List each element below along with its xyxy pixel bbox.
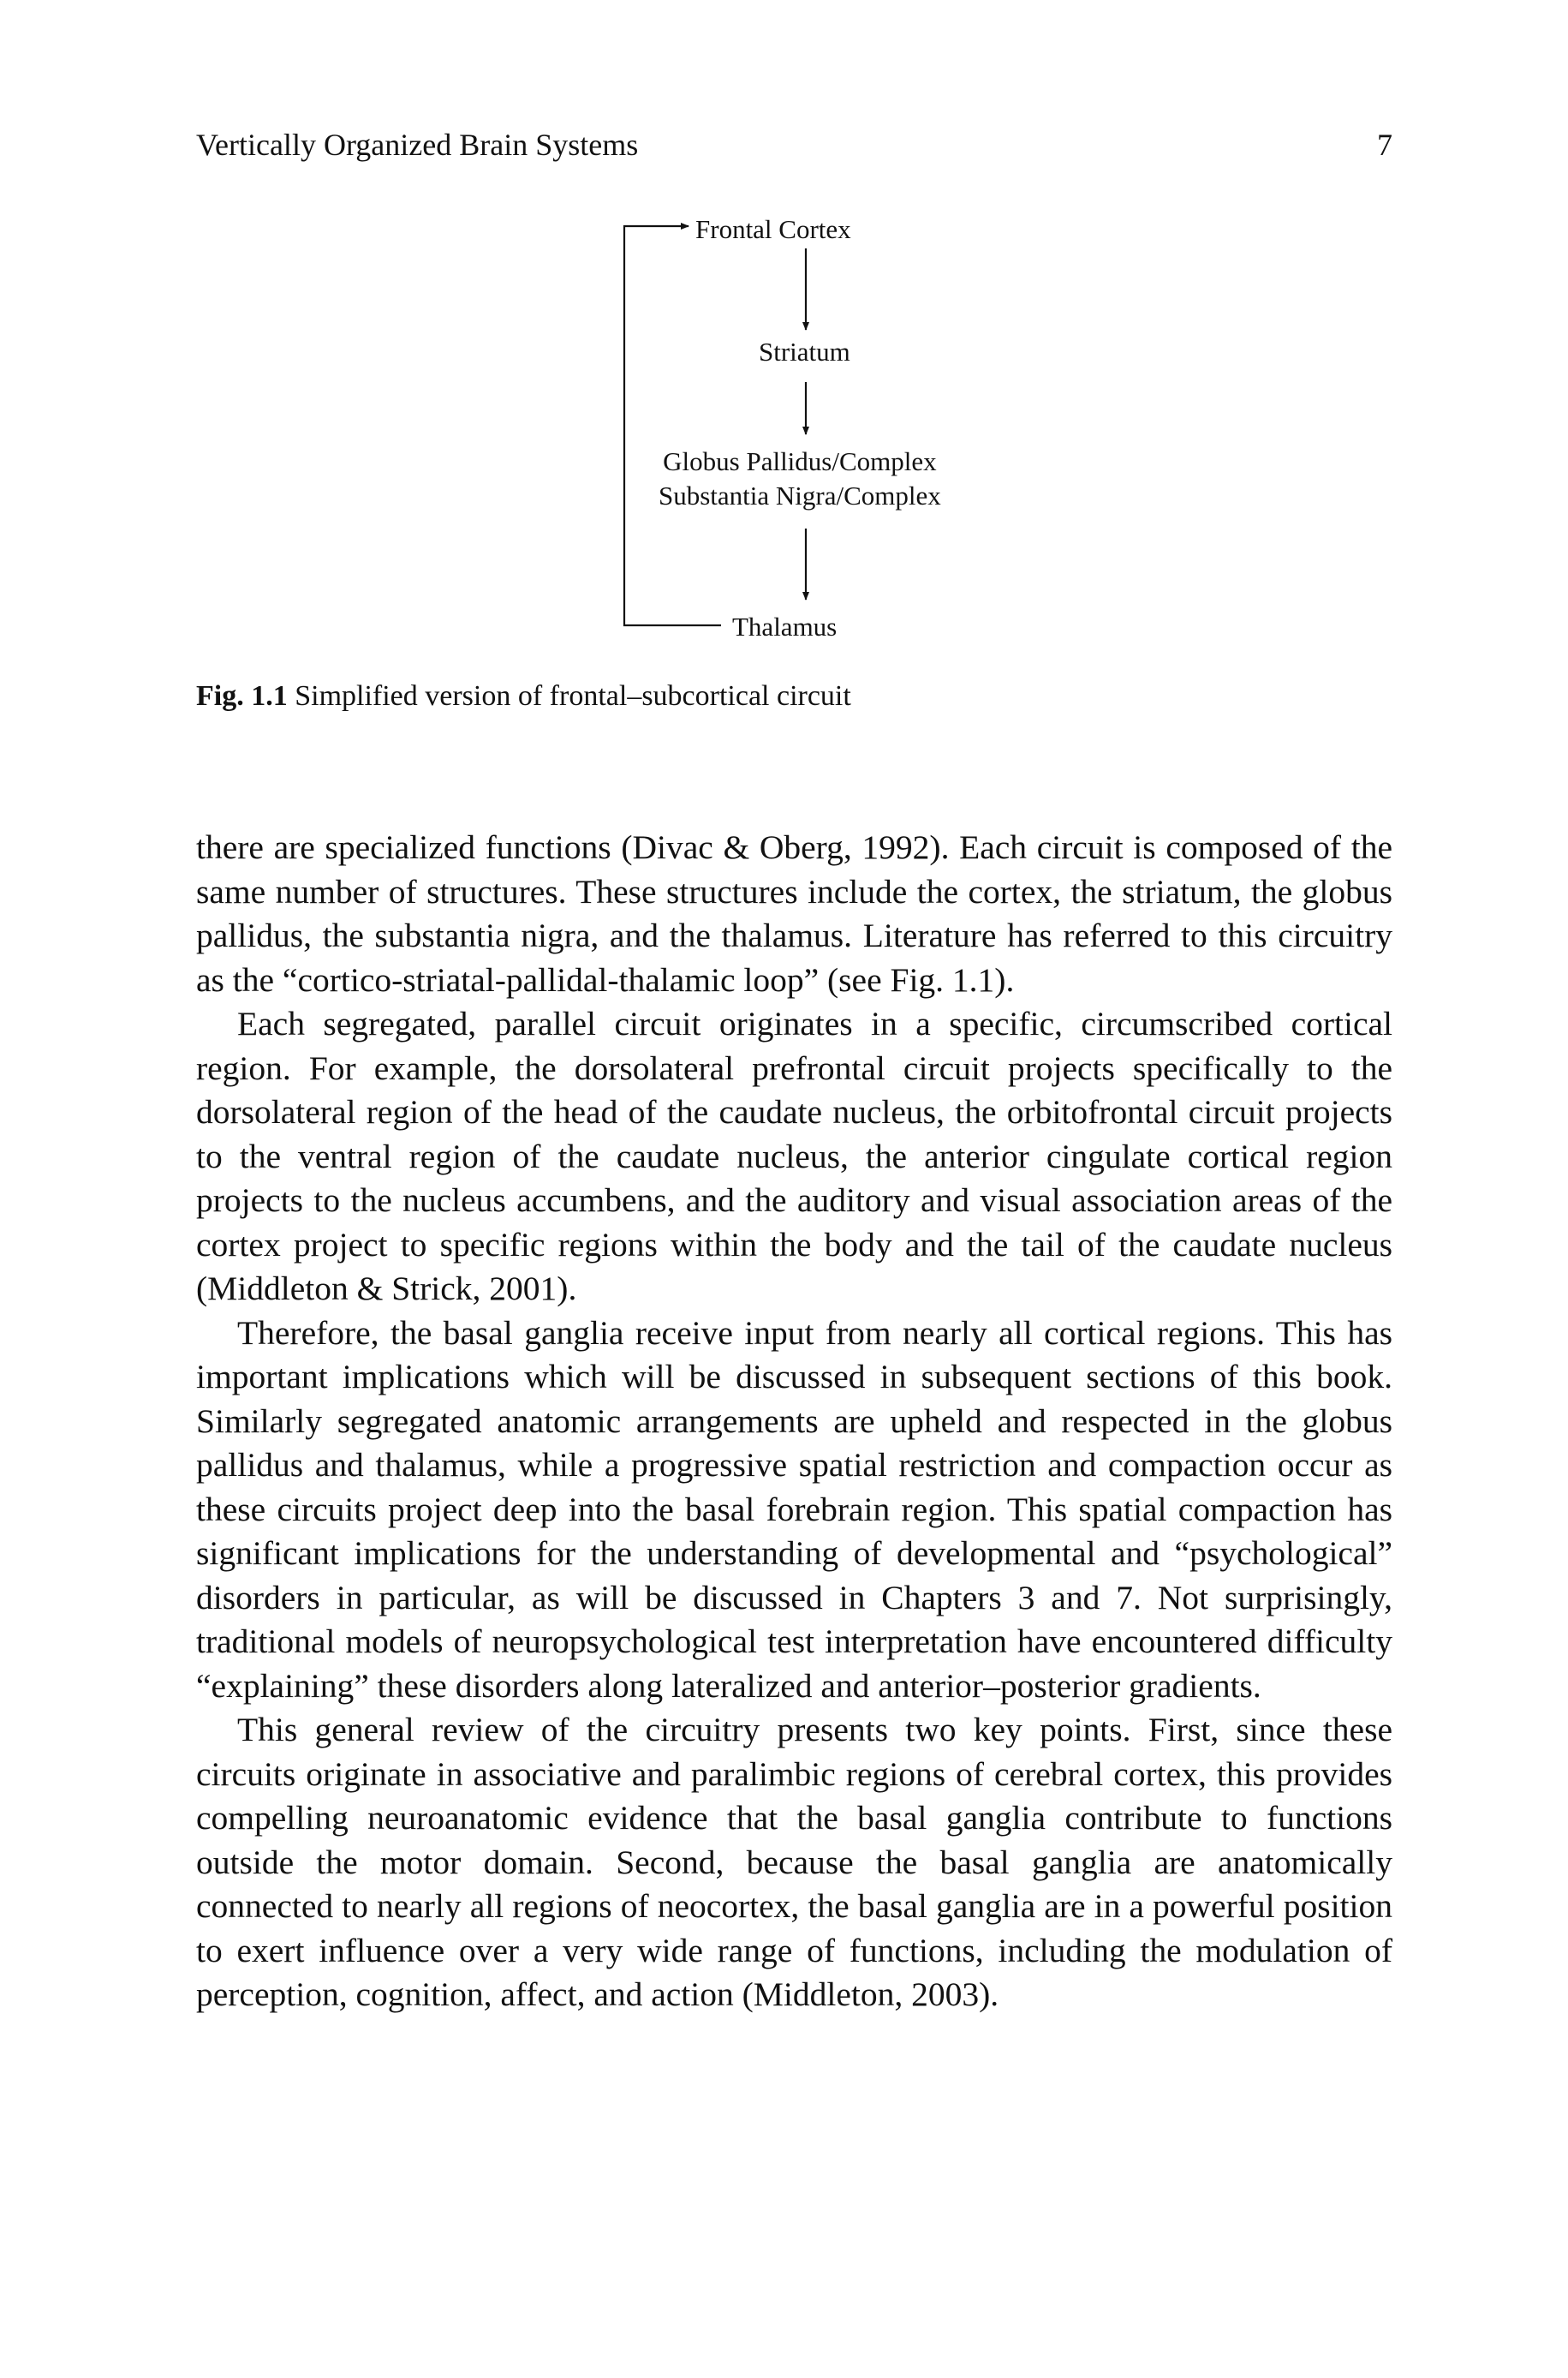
circuit-figure bbox=[0, 0, 1568, 737]
node-thalamus: Thalamus bbox=[732, 612, 838, 642]
caption-text: Simplified version of frontal–subcortical circuit bbox=[295, 680, 851, 712]
node-globus-line1: Globus Pallidus/Complex bbox=[663, 446, 937, 476]
figure-caption bbox=[196, 678, 851, 715]
page-number: 7 bbox=[1377, 128, 1392, 162]
paragraph-3: Therefore, the basal ganglia receive input from nearly all cortical regions. This has important implications which will be discussed in subsequent sections of this book. Similarly segregated anatomic arrangements are upheld and respected in the globus pallidus and thalamus, while a progressive spatial restriction and compaction occur as these circuits project deep into the basal forebrain region. This spatial compaction has significant implications for the understanding of developmental and “psychological” disorders in particular, as will be discussed in Chapters 3 and 7. Not surprisingly, traditional models of neuropsychological test interpretation have encountered difficulty “explaining” these disorders along lateralized and anterior–posterior gradients. bbox=[196, 1313, 1392, 1705]
caption-label: Fig. 1.1 bbox=[196, 680, 288, 712]
paragraph-4: This general review of the circuitry presents two key points. First, since these circuits originate in associative and paralimbic regions of cerebral cortex, this provides compelling neuroanatomic evidence that the basal ganglia contribute to functions outside the motor domain. Second, because the basal ganglia are anatomically connected to nearly all regions of neocortex, the basal ganglia are in a powerful position to exert influence over a very wide range of functions, including the modulation of perception, cognition, affect, and action (Middleton, 2003). bbox=[196, 1711, 1392, 2013]
body-text bbox=[196, 826, 1392, 2017]
paragraph-2: Each segregated, parallel circuit originates in a specific, circumscribed cortical region. For example, the dorsolateral prefrontal circuit projects specifically to the dorsolateral region of the head of the caudate nucleus, the orbitofrontal circuit projects to the ventral region of the caudate nucleus, the anterior cingulate cortical region projects to the nucleus accumbens, and the auditory and visual association areas of the cortex project to specific regions within the body and the tail of the caudate nucleus (Middleton & Strick, 2001). bbox=[196, 1005, 1392, 1307]
node-striatum: Striatum bbox=[759, 337, 850, 367]
node-frontal-cortex: Frontal Cortex bbox=[695, 214, 851, 244]
node-globus-pallidus bbox=[659, 445, 941, 513]
paragraph-1: there are specialized functions (Divac & Oberg, 1992). Each circuit is composed of the same number of structures. These structures include the cortex, the striatum, the globus pallidus, the substantia nigra, and the thalamus. Literature has referred to this circuitry as the “cortico-striatal-pallidal-thalamic loop” (see Fig. 1.1). bbox=[196, 828, 1392, 999]
running-title: Vertically Organized Brain Systems bbox=[196, 128, 639, 162]
node-globus-line2: Substantia Nigra/Complex bbox=[659, 481, 941, 511]
feedback-loop-line bbox=[624, 226, 721, 625]
